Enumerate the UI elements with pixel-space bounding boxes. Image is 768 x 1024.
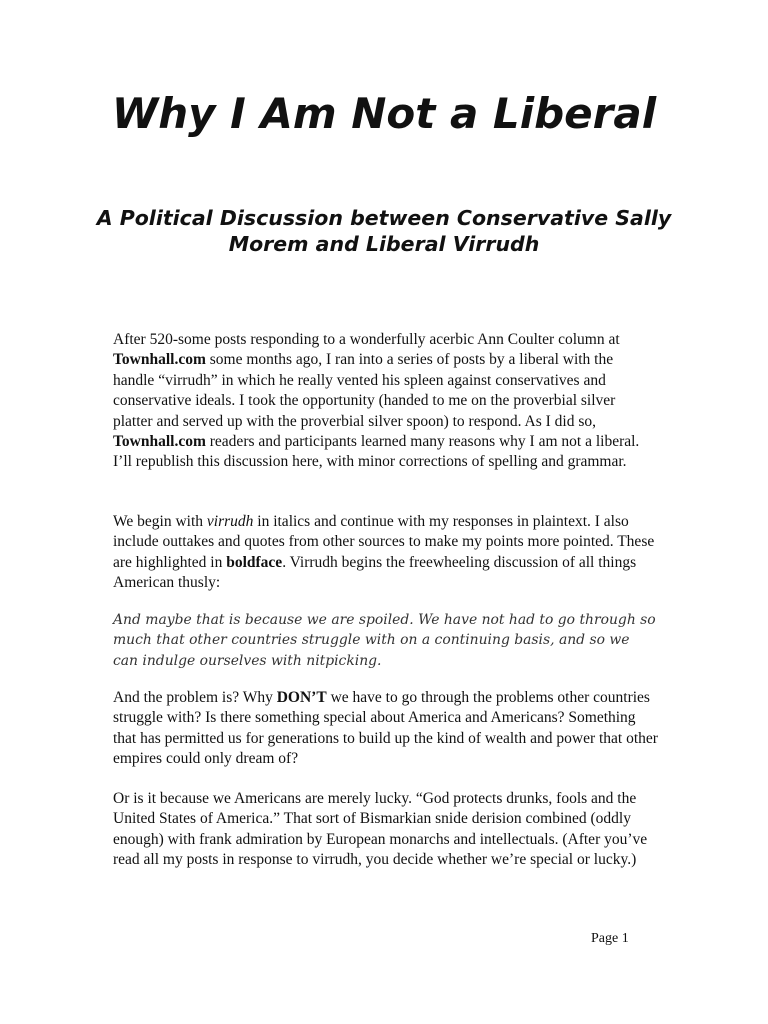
response-paragraph-1: [113, 688, 658, 770]
method-text-2: in italics and continue with my responses in plaintext. I also include outtakes and quotes from other sources to make my points more pointed. These are highlighted in: [113, 513, 655, 571]
boldface-word: boldface: [226, 553, 283, 571]
intro-text-2: some months ago, I ran into a series of posts by a liberal with the handle “virrudh” in which he really vented his spleen against conservatives and conservative ideals. I took the opportunity (handed to me on the proverbial silver platter and served up with the proverbial silver spoon) to respond. As I did so,: [113, 351, 616, 430]
document-title: Why I Am Not a Liberal: [111, 89, 657, 138]
virrudh-italic: virrudh: [206, 513, 254, 530]
intro-text-1: After 520-some posts responding to a wonderfully acerbic Ann Coulter column at: [113, 331, 620, 348]
method-text-3: . Virrudh begins the freewheeling discussion of all things American thusly:: [113, 553, 637, 592]
intro-text-3: readers and participants learned many reasons why I am not a liberal. I’ll republish this discussion here, with minor corrections of spelling and grammar.: [113, 433, 640, 471]
response-paragraph-2: Or is it because we Americans are merely lucky. “God protects drunks, fools and the United States of America.” That sort of Bismarkian snide derision combined (oddly enough) with frank admiration by European monarchs and intellectuals. (After you’ve read all my posts in response to virrudh, you decide whether we’re special or lucky.): [113, 790, 648, 869]
response1-text-2: we have to go through the problems other countries struggle with? Is there something special about America and Americans? Something that has permitted us for generations to build up the kind of wealth and power that other empires could only dream of?: [113, 689, 658, 768]
townhall-link-text-2: Townhall.com: [113, 433, 206, 451]
page-number: Page 1: [591, 931, 629, 946]
townhall-link-text-1: Townhall.com: [113, 351, 206, 369]
intro-paragraph: [113, 330, 658, 473]
method-text-1: We begin with: [113, 513, 207, 530]
response1-text-1: And the problem is? Why: [113, 689, 277, 706]
dont-bold: DON’T: [276, 689, 327, 706]
virrudh-quote: And maybe that is because we are spoiled. We have not had to go through so much that other countries struggle with on a continuing basis, and so we can indulge ourselves with nitpicking.: [113, 612, 656, 669]
document-subtitle: A Political Discussion between Conservative Sally Morem and Liberal Virrudh: [96, 206, 672, 256]
method-paragraph: [113, 512, 658, 594]
